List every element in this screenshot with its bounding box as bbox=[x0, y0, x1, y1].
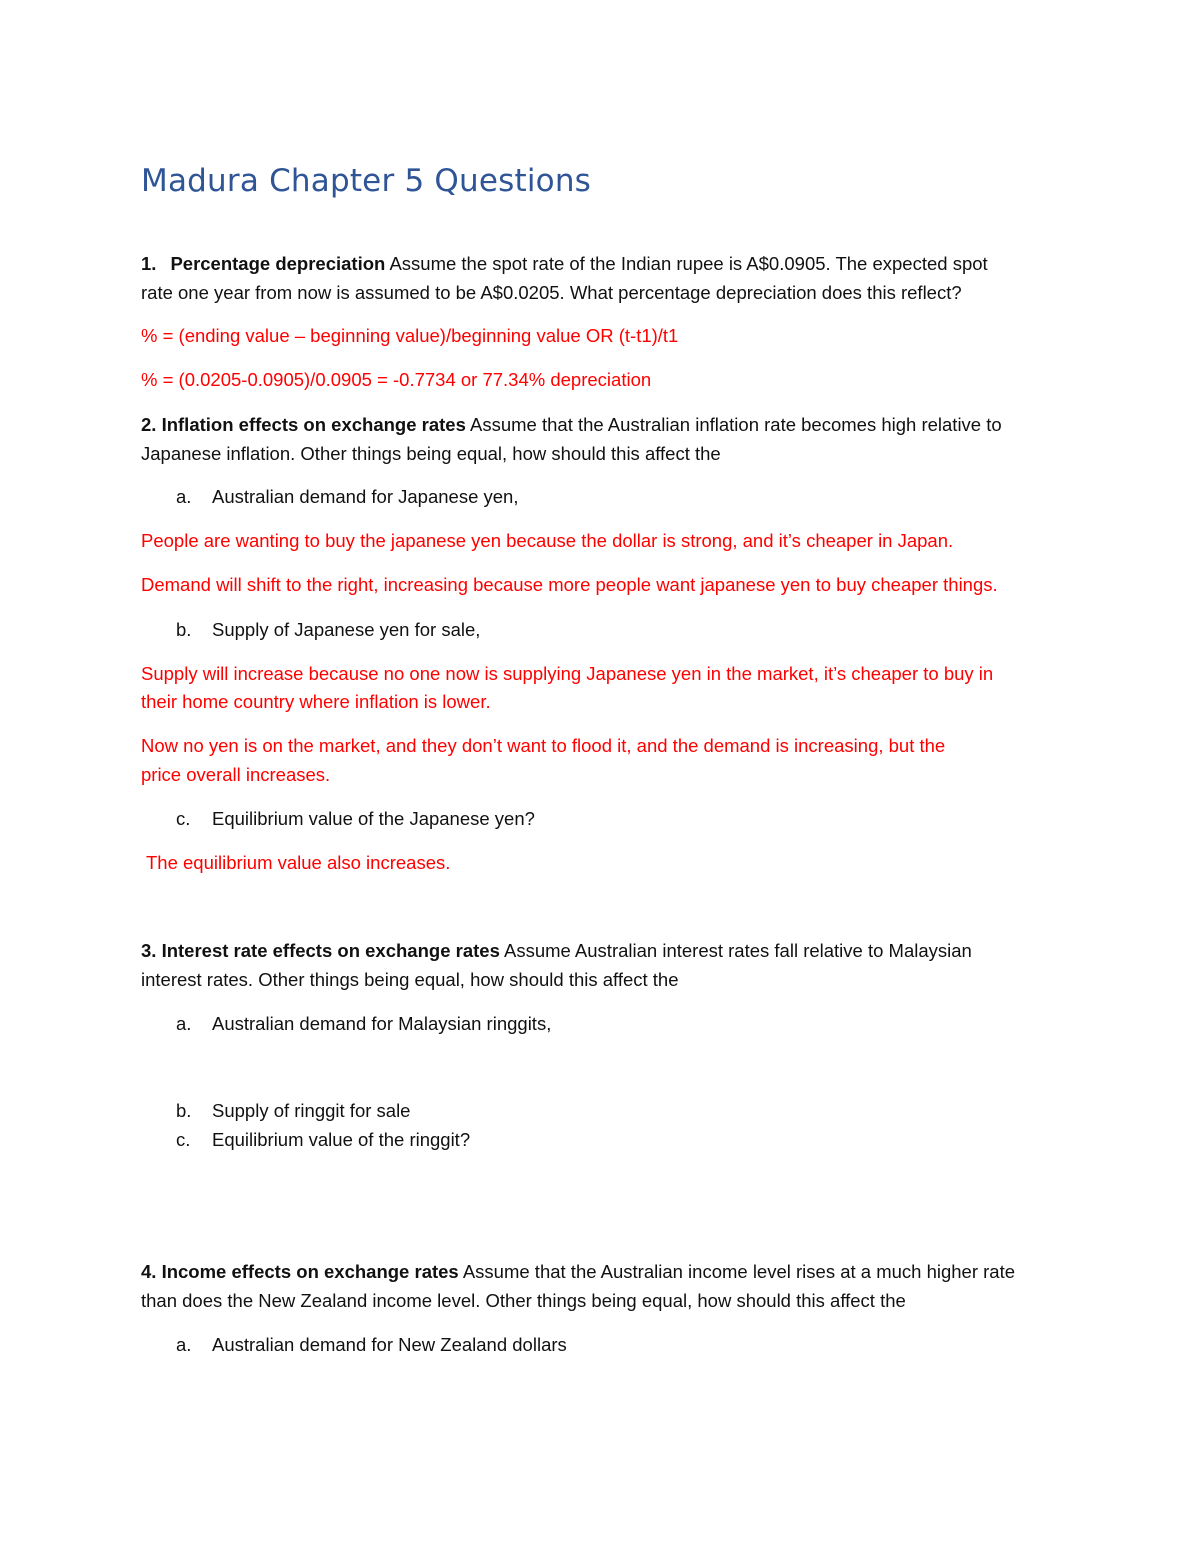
q1-text-line1: Assume the spot rate of the Indian rupee is A$0.0905. The expected spot bbox=[385, 253, 988, 274]
q1-text-line2: rate one year from now is assumed to be A$0.0205. What percentage depreciation does this reflect? bbox=[141, 282, 962, 303]
q4-text-line2: than does the New Zealand income level. Other things being equal, how should this affect the bbox=[141, 1290, 906, 1311]
q3-c-text: Equilibrium value of the ringgit? bbox=[212, 1129, 471, 1150]
q2-c-answer: The equilibrium value also increases. bbox=[146, 852, 451, 873]
q3-text-line1: Assume Australian interest rates fall relative to Malaysian bbox=[499, 940, 972, 961]
q3-item-a bbox=[176, 1009, 551, 1038]
q4-a-text: Australian demand for New Zealand dollars bbox=[212, 1334, 567, 1355]
q2-a-marker: a. bbox=[176, 486, 192, 507]
q3-b-marker: b. bbox=[176, 1100, 192, 1121]
q4-heading: Income effects on exchange rates bbox=[161, 1261, 459, 1282]
q2-number: 2. bbox=[141, 414, 157, 435]
q3-a-marker: a. bbox=[176, 1013, 192, 1034]
q3-b-text: Supply of ringgit for sale bbox=[212, 1100, 411, 1121]
q4-line1 bbox=[141, 1257, 1061, 1286]
q2-b-answer1-line1: Supply will increase because no one now is supplying Japanese yen in the market, it’s cheaper to buy in bbox=[141, 663, 994, 684]
q3-line1 bbox=[141, 936, 1061, 965]
q4-a-marker: a. bbox=[176, 1334, 192, 1355]
q2-c-text: Equilibrium value of the Japanese yen? bbox=[212, 808, 535, 829]
q3-heading: Interest rate effects on exchange rates bbox=[161, 940, 500, 961]
q2-item-b bbox=[176, 615, 480, 644]
q2-a-text: Australian demand for Japanese yen, bbox=[212, 486, 519, 507]
q3-a-text: Australian demand for Malaysian ringgits, bbox=[212, 1013, 552, 1034]
q1-heading: Percentage depreciation bbox=[170, 253, 386, 274]
q2-a-answer1: People are wanting to buy the japanese yen because the dollar is strong, and it’s cheaper in Japan. bbox=[141, 530, 954, 551]
q2-text-line2: Japanese inflation. Other things being equal, how should this affect the bbox=[141, 443, 721, 464]
q2-text-line1: Assume that the Australian inflation rate becomes high relative to bbox=[465, 414, 1002, 435]
q3-c-marker: c. bbox=[176, 1129, 191, 1150]
q2-b-marker: b. bbox=[176, 619, 192, 640]
q2-b-answer2-line1: Now no yen is on the market, and they don’t want to flood it, and the demand is increasing, but the bbox=[141, 735, 946, 756]
q3-number: 3. bbox=[141, 940, 157, 961]
q4-item-a bbox=[176, 1330, 567, 1359]
q3-item-c bbox=[176, 1125, 470, 1154]
q2-a-answer2: Demand will shift to the right, increasing because more people want japanese yen to buy cheaper things. bbox=[141, 574, 998, 595]
q2-b-answer1-line2: their home country where inflation is lower. bbox=[141, 691, 491, 712]
q2-item-c bbox=[176, 804, 535, 833]
document-title: Madura Chapter 5 Questions bbox=[141, 163, 592, 199]
q2-heading: Inflation effects on exchange rates bbox=[161, 414, 466, 435]
q4-number: 4. bbox=[141, 1261, 157, 1282]
q3-text-line2: interest rates. Other things being equal, how should this affect the bbox=[141, 969, 679, 990]
q2-line1 bbox=[141, 410, 1061, 439]
q1-answer2: % = (0.0205-0.0905)/0.0905 = -0.7734 or 77.34% depreciation bbox=[141, 369, 652, 390]
q4-text-line1: Assume that the Australian income level rises at a much higher rate bbox=[458, 1261, 1016, 1282]
q1-answer1: % = (ending value – beginning value)/beginning value OR (t-t1)/t1 bbox=[141, 325, 679, 346]
q2-b-text: Supply of Japanese yen for sale, bbox=[212, 619, 481, 640]
q3-item-b bbox=[176, 1096, 410, 1125]
q1-line1 bbox=[141, 249, 1061, 278]
q2-item-a bbox=[176, 482, 518, 511]
q1-number: 1. bbox=[141, 253, 157, 274]
q2-b-answer2-line2: price overall increases. bbox=[141, 764, 331, 785]
q2-c-marker: c. bbox=[176, 808, 191, 829]
